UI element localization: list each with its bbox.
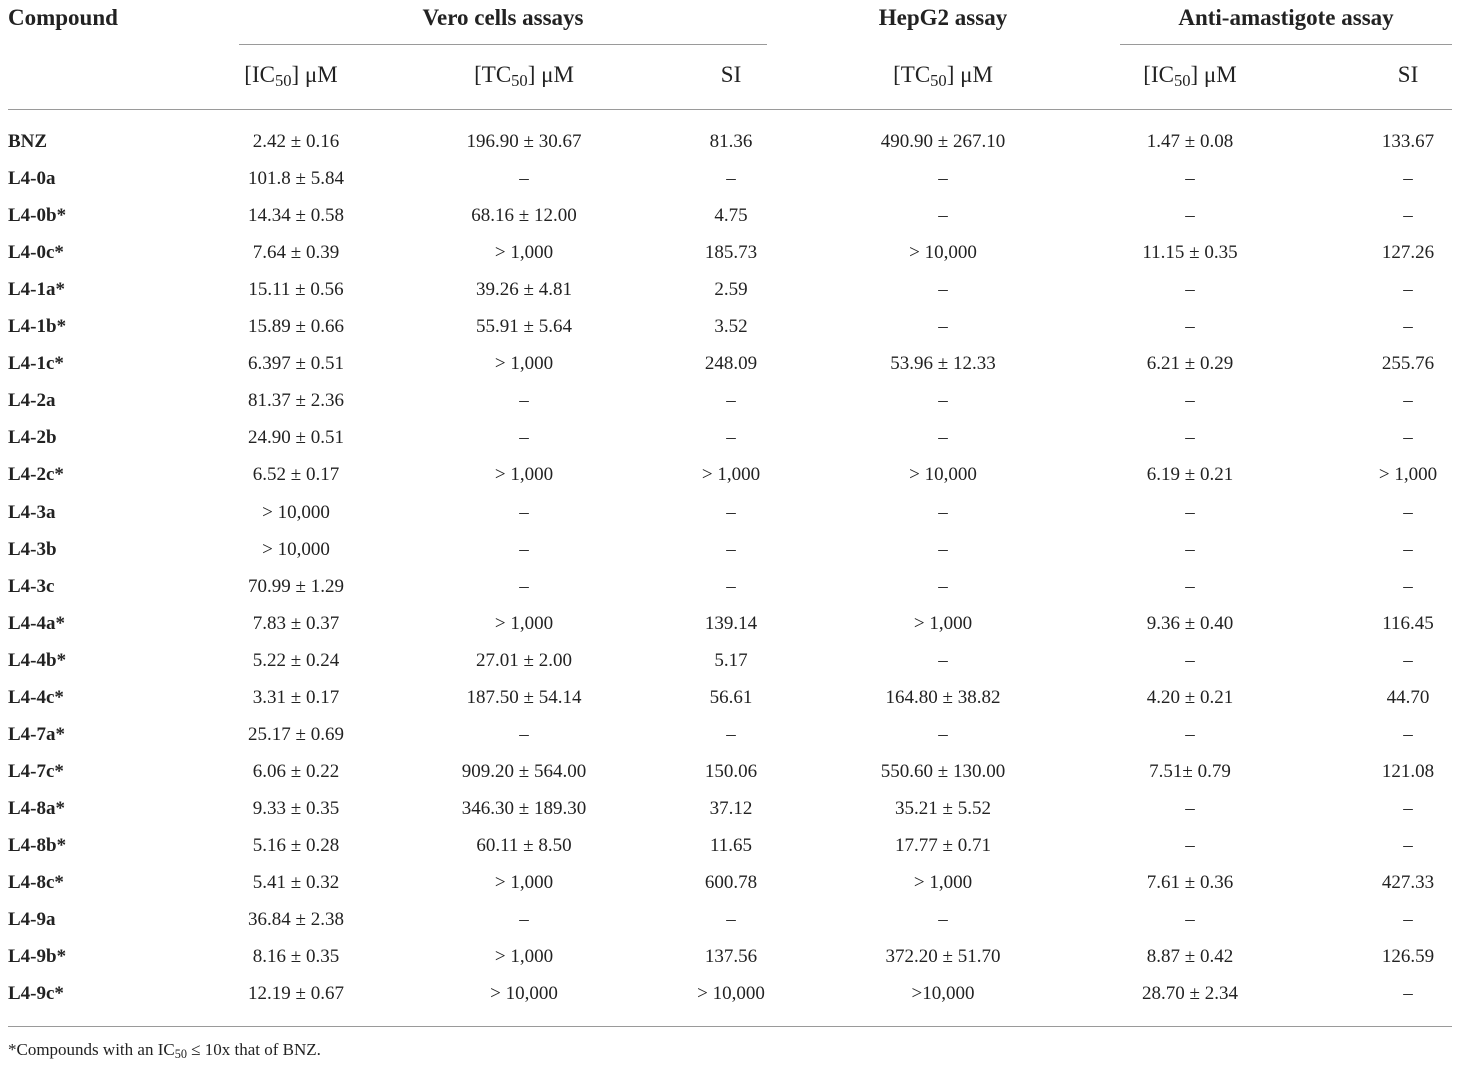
cell-vero-si: – <box>726 168 736 189</box>
cell-amastigote-si: 126.59 <box>1381 946 1435 967</box>
vero-group-rule <box>239 44 767 45</box>
cell-amastigote-si: – <box>1403 650 1413 671</box>
cell-amastigote-si: 44.70 <box>1386 687 1430 708</box>
cell-vero-si: – <box>726 502 736 523</box>
cell-hepg2-tc50: >10,000 <box>911 983 975 1004</box>
cell-vero-tc50: 55.91 ± 5.64 <box>476 316 572 337</box>
cell-vero-si: 248.09 <box>704 353 758 374</box>
cell-vero-tc50: 196.90 ± 30.67 <box>466 131 582 152</box>
cell-vero-si: 11.65 <box>709 835 753 856</box>
cell-amastigote-si: – <box>1403 168 1413 189</box>
cell-hepg2-tc50: – <box>938 205 948 226</box>
cell-vero-si: 37.12 <box>709 798 753 819</box>
compound-name: L4-9c* <box>8 983 64 1004</box>
compound-name: L4-2a <box>8 390 56 411</box>
cell-vero-tc50: 27.01 ± 2.00 <box>476 650 572 671</box>
compound-name: L4-4b* <box>8 650 67 671</box>
cell-amastigote-si: 116.45 <box>1382 613 1434 634</box>
cell-hepg2-tc50: – <box>938 539 948 560</box>
cell-vero-ic50: 3.31 ± 0.17 <box>252 687 340 708</box>
compound-name: L4-8c* <box>8 872 64 893</box>
cell-vero-ic50: > 10,000 <box>262 539 330 560</box>
compound-name: L4-1c* <box>8 353 64 374</box>
cell-vero-ic50: 15.89 ± 0.66 <box>248 316 344 337</box>
cell-vero-si: 137.56 <box>704 946 758 967</box>
compound-name: L4-1a* <box>8 279 65 300</box>
cell-hepg2-tc50: 53.96 ± 12.33 <box>890 353 996 374</box>
cell-vero-si: 4.75 <box>714 205 748 226</box>
cell-amastigote-si: – <box>1403 502 1413 523</box>
cell-vero-ic50: 2.42 ± 0.16 <box>252 131 340 152</box>
cell-amastigote-ic50: – <box>1185 279 1195 300</box>
cell-amastigote-si: 133.67 <box>1381 131 1435 152</box>
compound-name: L4-8a* <box>8 798 65 819</box>
cell-amastigote-ic50: – <box>1185 205 1195 226</box>
footnote: *Compounds with an $IC_{50} \le 10x$ that of BNZ. <box>8 1040 321 1062</box>
subheader-vero-ic50: $[IC_{50}]$ μM <box>244 62 338 91</box>
cell-hepg2-tc50: – <box>938 279 948 300</box>
cell-vero-si: – <box>726 724 736 745</box>
cell-vero-tc50: – <box>519 576 529 597</box>
cell-amastigote-si: – <box>1403 279 1413 300</box>
cell-vero-tc50: – <box>519 390 529 411</box>
compound-name: L4-7c* <box>8 761 64 782</box>
cell-amastigote-ic50: 1.47 ± 0.08 <box>1146 131 1234 152</box>
group-header-vero: Vero cells assays <box>422 5 584 30</box>
cell-vero-tc50: > 1,000 <box>494 946 554 967</box>
header-bottom-rule <box>8 109 1452 110</box>
cell-vero-ic50: > 10,000 <box>262 502 330 523</box>
cell-vero-tc50: 909.20 ± 564.00 <box>461 761 587 782</box>
compound-name: L4-4c* <box>8 687 64 708</box>
cell-amastigote-ic50: 28.70 ± 2.34 <box>1142 983 1238 1004</box>
cell-vero-tc50: 187.50 ± 54.14 <box>466 687 582 708</box>
group-header-amastigote: Anti-amastigote assay <box>1178 5 1394 30</box>
cell-vero-si: 56.61 <box>709 687 753 708</box>
cell-amastigote-ic50: – <box>1185 539 1195 560</box>
cell-vero-ic50: 14.34 ± 0.58 <box>248 205 344 226</box>
cell-amastigote-si: 121.08 <box>1381 761 1435 782</box>
cell-hepg2-tc50: > 1,000 <box>913 872 973 893</box>
cell-hepg2-tc50: – <box>938 909 948 930</box>
cell-vero-ic50: 12.19 ± 0.67 <box>248 983 344 1004</box>
cell-amastigote-si: – <box>1403 539 1413 560</box>
cell-vero-ic50: 6.397 ± 0.51 <box>248 353 344 374</box>
cell-vero-ic50: 5.16 ± 0.28 <box>252 835 340 856</box>
cell-vero-tc50: – <box>519 539 529 560</box>
cell-amastigote-si: – <box>1403 983 1413 1004</box>
compound-name: L4-0a <box>8 168 56 189</box>
cell-vero-tc50: – <box>519 724 529 745</box>
cell-vero-tc50: > 1,000 <box>494 464 554 485</box>
cell-hepg2-tc50: > 1,000 <box>913 613 973 634</box>
compound-name: L4-0b* <box>8 205 67 226</box>
cell-vero-ic50: 5.22 ± 0.24 <box>252 650 340 671</box>
group-header-hepg2: HepG2 assay <box>878 5 1008 30</box>
cell-vero-tc50: 39.26 ± 4.81 <box>476 279 572 300</box>
cell-amastigote-ic50: – <box>1185 427 1195 448</box>
cell-vero-ic50: 24.90 ± 0.51 <box>248 427 344 448</box>
cell-amastigote-si: 427.33 <box>1381 872 1435 893</box>
compound-name: L4-3c <box>8 576 55 597</box>
cell-vero-si: 185.73 <box>704 242 758 263</box>
cell-amastigote-ic50: 11.15 ± 0.35 <box>1142 242 1238 263</box>
cell-amastigote-si: – <box>1403 316 1413 337</box>
cell-amastigote-ic50: – <box>1185 798 1195 819</box>
cell-vero-si: – <box>726 576 736 597</box>
cell-vero-ic50: 70.99 ± 1.29 <box>248 576 344 597</box>
cell-hepg2-tc50: 164.80 ± 38.82 <box>885 687 1001 708</box>
cell-hepg2-tc50: – <box>938 316 948 337</box>
cell-hepg2-tc50: – <box>938 724 948 745</box>
compound-name: L4-3b <box>8 539 57 560</box>
cell-vero-tc50: > 1,000 <box>494 872 554 893</box>
cell-amastigote-si: 255.76 <box>1381 353 1435 374</box>
cell-hepg2-tc50: – <box>938 168 948 189</box>
cell-vero-ic50: 8.16 ± 0.35 <box>252 946 340 967</box>
compound-name: L4-7a* <box>8 724 65 745</box>
cell-amastigote-si: 127.26 <box>1381 242 1435 263</box>
cell-vero-si: 3.52 <box>714 316 748 337</box>
cell-amastigote-ic50: 7.51± 0.79 <box>1149 761 1231 782</box>
cell-amastigote-ic50: – <box>1185 835 1195 856</box>
cell-amastigote-ic50: – <box>1185 724 1195 745</box>
compound-name: L4-9b* <box>8 946 67 967</box>
cell-amastigote-si: – <box>1403 427 1413 448</box>
cell-vero-tc50: > 1,000 <box>494 242 554 263</box>
cell-vero-ic50: 15.11 ± 0.56 <box>248 279 344 300</box>
cell-amastigote-ic50: 6.19 ± 0.21 <box>1146 464 1234 485</box>
cell-hepg2-tc50: 372.20 ± 51.70 <box>885 946 1001 967</box>
cell-amastigote-si: – <box>1403 798 1413 819</box>
cell-amastigote-si: – <box>1403 390 1413 411</box>
cell-vero-si: 81.36 <box>709 131 753 152</box>
subheader-amastigote-ic50: $[IC_{50}]$ μM <box>1143 62 1237 91</box>
cell-vero-tc50: – <box>519 909 529 930</box>
cell-amastigote-si: – <box>1403 724 1413 745</box>
cell-amastigote-ic50: – <box>1185 576 1195 597</box>
subheader-vero-tc50: $[TC_{50}]$ μM <box>474 62 574 91</box>
cell-hepg2-tc50: – <box>938 650 948 671</box>
subheader-hepg2-tc50: $[TC_{50}]$ μM <box>893 62 993 91</box>
column-header-compound: Compound <box>8 5 118 30</box>
cell-amastigote-ic50: – <box>1185 390 1195 411</box>
cell-amastigote-ic50: – <box>1185 650 1195 671</box>
cell-vero-si: 5.17 <box>714 650 748 671</box>
subheader-vero-si: SI <box>720 62 742 87</box>
cell-vero-tc50: 60.11 ± 8.50 <box>476 835 572 856</box>
cell-hepg2-tc50: – <box>938 390 948 411</box>
cell-amastigote-ic50: – <box>1185 909 1195 930</box>
compound-name: L4-0c* <box>8 242 64 263</box>
cell-vero-ic50: 9.33 ± 0.35 <box>252 798 340 819</box>
cell-vero-ic50: 5.41 ± 0.32 <box>252 872 340 893</box>
cell-amastigote-ic50: 7.61 ± 0.36 <box>1146 872 1234 893</box>
cell-vero-si: > 1,000 <box>701 464 761 485</box>
compound-name: L4-9a <box>8 909 56 930</box>
cell-amastigote-ic50: – <box>1185 502 1195 523</box>
cell-amastigote-ic50: 8.87 ± 0.42 <box>1146 946 1234 967</box>
cell-vero-ic50: 101.8 ± 5.84 <box>248 168 344 189</box>
cell-amastigote-ic50: – <box>1185 316 1195 337</box>
cell-amastigote-ic50: 6.21 ± 0.29 <box>1146 353 1234 374</box>
cell-vero-si: 2.59 <box>714 279 748 300</box>
cell-vero-tc50: – <box>519 502 529 523</box>
cell-amastigote-si: – <box>1403 835 1413 856</box>
cell-amastigote-ic50: – <box>1185 168 1195 189</box>
compound-name: L4-8b* <box>8 835 67 856</box>
cell-vero-ic50: 81.37 ± 2.36 <box>248 390 344 411</box>
cell-vero-si: 600.78 <box>704 872 758 893</box>
compound-name: BNZ <box>8 131 48 152</box>
compound-name: L4-2c* <box>8 464 64 485</box>
cell-vero-tc50: 68.16 ± 12.00 <box>471 205 577 226</box>
cell-vero-ic50: 6.52 ± 0.17 <box>252 464 340 485</box>
cell-hepg2-tc50: – <box>938 576 948 597</box>
cell-vero-tc50: 346.30 ± 189.30 <box>461 798 587 819</box>
cell-amastigote-ic50: 4.20 ± 0.21 <box>1146 687 1234 708</box>
cell-vero-si: – <box>726 427 736 448</box>
cell-hepg2-tc50: – <box>938 427 948 448</box>
cell-hepg2-tc50: 490.90 ± 267.10 <box>880 131 1006 152</box>
cell-vero-si: 150.06 <box>704 761 758 782</box>
amastigote-group-rule <box>1120 44 1452 45</box>
subheader-amastigote-si: SI <box>1397 62 1419 87</box>
cell-amastigote-si: – <box>1403 909 1413 930</box>
compound-name: L4-3a <box>8 502 56 523</box>
cell-vero-si: – <box>726 909 736 930</box>
cell-amastigote-si: > 1,000 <box>1378 464 1438 485</box>
cell-hepg2-tc50: 550.60 ± 130.00 <box>880 761 1006 782</box>
cell-vero-tc50: > 10,000 <box>490 983 558 1004</box>
cell-hepg2-tc50: 17.77 ± 0.71 <box>895 835 991 856</box>
table-bottom-rule <box>8 1026 1452 1027</box>
cell-vero-tc50: – <box>519 427 529 448</box>
cell-vero-ic50: 6.06 ± 0.22 <box>252 761 340 782</box>
cell-amastigote-si: – <box>1403 576 1413 597</box>
cell-vero-tc50: – <box>519 168 529 189</box>
compound-name: L4-2b <box>8 427 57 448</box>
cell-vero-tc50: > 1,000 <box>494 613 554 634</box>
cell-hepg2-tc50: > 10,000 <box>909 464 977 485</box>
cell-vero-ic50: 36.84 ± 2.38 <box>248 909 344 930</box>
cell-vero-ic50: 25.17 ± 0.69 <box>248 724 344 745</box>
cell-hepg2-tc50: 35.21 ± 5.52 <box>895 798 991 819</box>
cell-vero-ic50: 7.64 ± 0.39 <box>252 242 340 263</box>
compound-name: L4-4a* <box>8 613 65 634</box>
cell-amastigote-si: – <box>1403 205 1413 226</box>
cell-vero-ic50: 7.83 ± 0.37 <box>252 613 340 634</box>
cell-hepg2-tc50: – <box>938 502 948 523</box>
cell-vero-si: – <box>726 390 736 411</box>
cell-amastigote-ic50: 9.36 ± 0.40 <box>1146 613 1234 634</box>
cell-vero-si: 139.14 <box>704 613 758 634</box>
compound-name: L4-1b* <box>8 316 67 337</box>
cell-vero-tc50: > 1,000 <box>494 353 554 374</box>
cell-vero-si: > 10,000 <box>697 983 765 1004</box>
cell-vero-si: – <box>726 539 736 560</box>
cell-hepg2-tc50: > 10,000 <box>909 242 977 263</box>
